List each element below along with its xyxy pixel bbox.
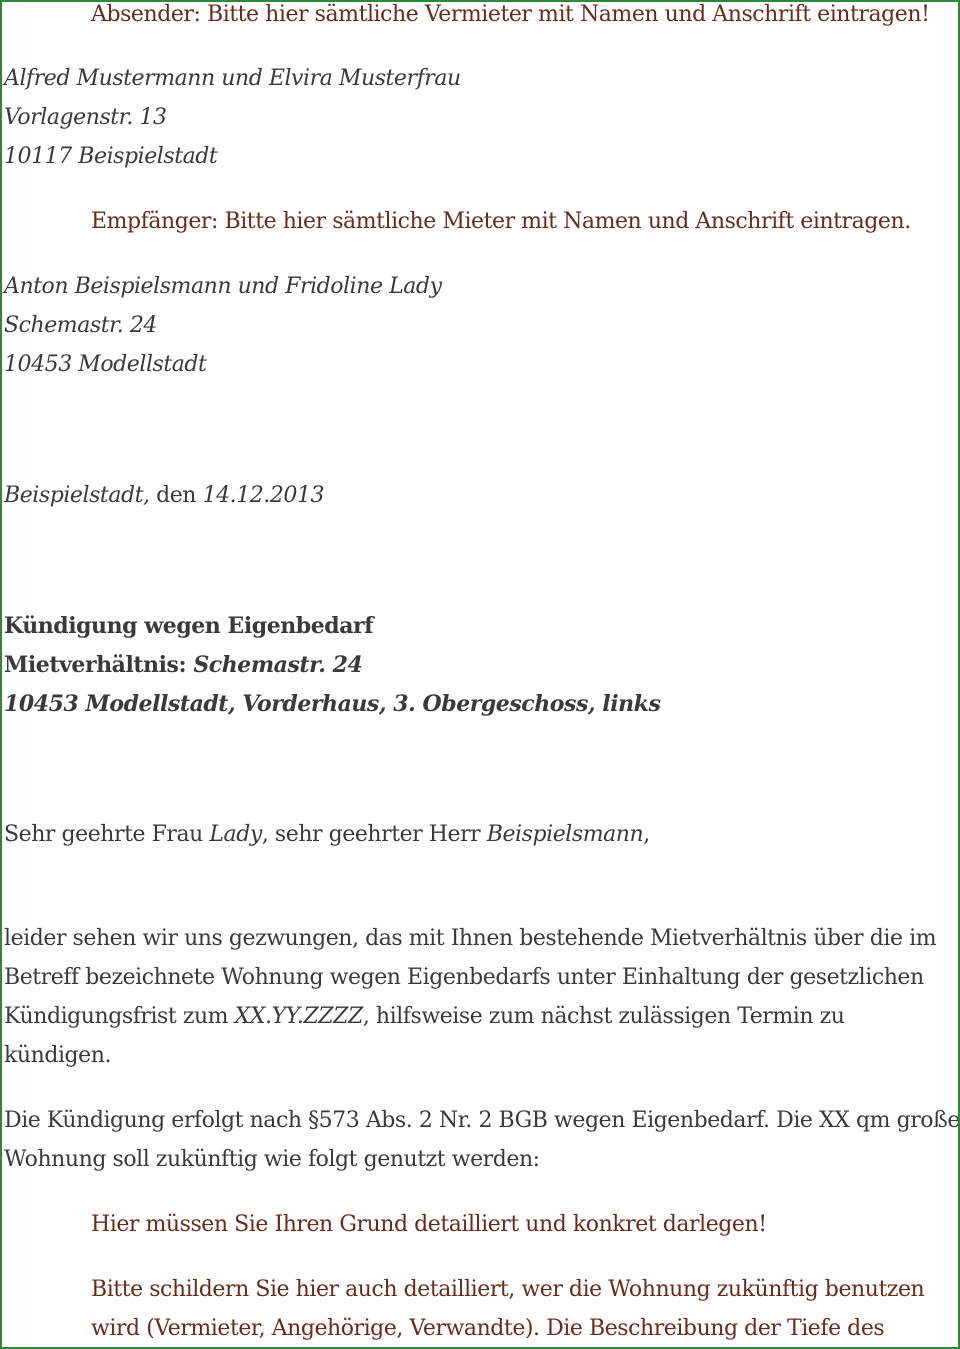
termination-date: XX.YY.ZZZZ [234, 1004, 363, 1029]
salutation [4, 822, 650, 848]
recipient-city: 10453 Modellstadt [4, 352, 207, 377]
body-p1-line3 [4, 1004, 845, 1030]
recipient-names: Anton Beispielsmann und Fridoline Lady [4, 274, 442, 299]
reason-instruction: Hier müssen Sie Ihren Grund detailliert und konkret darlegen! [91, 1212, 767, 1237]
salutation-part2: , sehr geehrter Herr [261, 822, 487, 847]
subject-title: Kündigung wegen Eigenbedarf [4, 613, 374, 639]
salutation-name2: Beispielsmann [486, 822, 644, 847]
body-p2-line1: Die Kündigung erfolgt nach §573 Abs. 2 Nr. 2 BGB wegen Eigenbedarf. Die XX qm große [4, 1108, 960, 1133]
user-instruction-line2: wird (Vermieter, Angehörige, Verwandte). Die Beschreibung der Tiefe des [91, 1316, 885, 1341]
recipient-street: Schemastr. 24 [4, 313, 157, 338]
tenancy-label: Mietverhältnis: [4, 652, 194, 678]
body-p2-line2: Wohnung soll zukünftig wie folgt genutzt werden: [4, 1147, 540, 1172]
date-connector: den [149, 483, 203, 508]
sender-street: Vorlagenstr. 13 [4, 105, 167, 130]
user-instruction-line1: Bitte schildern Sie hier auch detailliert, wer die Wohnung zukünftig benutzen [91, 1277, 925, 1302]
sender-instruction: Absender: Bitte hier sämtliche Vermieter mit Namen und Anschrift eintragen! [91, 2, 930, 27]
salutation-name1: Lady [209, 822, 262, 847]
date-place: Beispielstadt, [4, 483, 150, 508]
body-p1-line2: Betreff bezeichnete Wohnung wegen Eigenbedarfs unter Einhaltung der gesetzlichen [4, 965, 924, 990]
sender-names: Alfred Mustermann und Elvira Musterfrau [4, 66, 461, 91]
body-p1-line1: leider sehen wir uns gezwungen, das mit Ihnen bestehende Mietverhältnis über die im [4, 926, 937, 951]
body-p1-line4: kündigen. [4, 1043, 112, 1068]
salutation-part1: Sehr geehrte Frau [4, 822, 210, 847]
tenancy-street: Schemastr. 24 [193, 652, 363, 678]
salutation-part3: , [643, 822, 650, 847]
subject-tenancy [4, 652, 362, 679]
body-p1-line3-end: , hilfsweise zum nächst zulässigen Termin zu [362, 1004, 845, 1029]
sender-city: 10117 Beispielstadt [4, 144, 218, 169]
letter-date: 14.12.2013 [202, 483, 325, 508]
tenancy-location: 10453 Modellstadt, Vorderhaus, 3. Obergeschoss, links [4, 691, 661, 717]
date-line [4, 483, 324, 509]
body-p1-line3-start: Kündigungsfrist zum [4, 1004, 235, 1029]
recipient-instruction: Empfänger: Bitte hier sämtliche Mieter mit Namen und Anschrift eintragen. [91, 209, 911, 234]
